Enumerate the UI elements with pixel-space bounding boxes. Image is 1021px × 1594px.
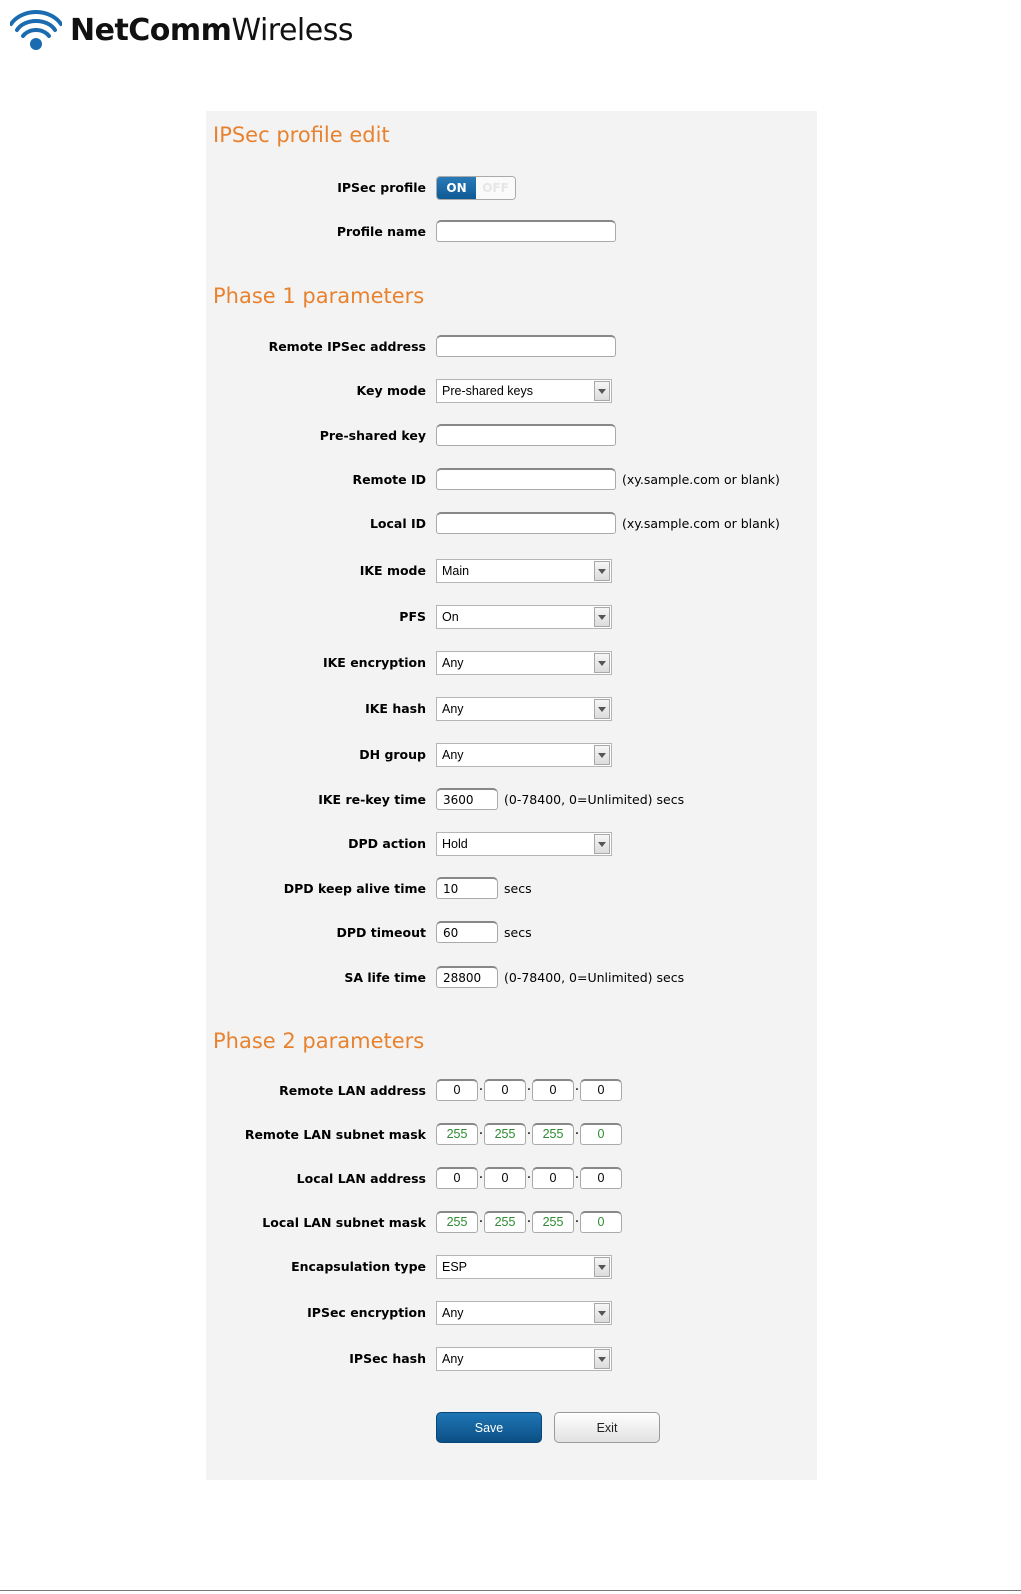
row-key-mode [206, 379, 817, 405]
brand-name-light: Wireless [231, 13, 353, 48]
remote-lan-subnet-mask-input[interactable] [436, 1123, 622, 1145]
ike-mode-label: IKE mode [359, 563, 426, 578]
ip-octet[interactable]: 255 [484, 1123, 526, 1145]
row-remote-lan-subnet-mask [206, 1123, 817, 1149]
remote-id-label: Remote ID [352, 472, 426, 487]
remote-id-input[interactable] [436, 468, 616, 490]
toggle-on[interactable]: ON [437, 177, 476, 199]
pfs-label: PFS [399, 609, 426, 624]
dpd-timeout-input[interactable]: 60 [436, 921, 498, 943]
exit-button[interactable]: Exit [554, 1412, 660, 1443]
ipsec-profile-toggle[interactable] [436, 176, 516, 200]
row-ipsec-profile [206, 176, 817, 202]
ip-octet[interactable]: 0 [532, 1079, 574, 1101]
dpd-timeout-label: DPD timeout [336, 925, 426, 940]
row-encapsulation-type [206, 1255, 817, 1281]
key-mode-label: Key mode [356, 383, 426, 398]
ike-encryption-select[interactable] [436, 651, 612, 675]
row-ipsec-hash [206, 1347, 817, 1373]
ike-encryption-value: Any [442, 656, 464, 670]
row-pfs [206, 605, 817, 631]
local-id-hint: (xy.sample.com or blank) [622, 516, 780, 531]
ip-octet[interactable]: 0 [484, 1079, 526, 1101]
ipsec-encryption-select[interactable] [436, 1301, 612, 1325]
dpd-action-select[interactable] [436, 832, 612, 856]
ike-hash-select[interactable] [436, 697, 612, 721]
ike-hash-label: IKE hash [365, 701, 426, 716]
dpd-timeout-hint: secs [504, 925, 532, 940]
ip-octet[interactable]: 255 [484, 1211, 526, 1233]
ip-dot: · [526, 1214, 532, 1230]
ip-dot: · [478, 1214, 484, 1230]
ip-octet[interactable]: 0 [436, 1079, 478, 1101]
ip-octet[interactable]: 0 [532, 1167, 574, 1189]
pre-shared-key-label: Pre-shared key [319, 428, 426, 443]
ike-hash-value: Any [442, 702, 464, 716]
row-remote-lan-address [206, 1079, 817, 1105]
encapsulation-type-label: Encapsulation type [291, 1259, 426, 1274]
ike-encryption-label: IKE encryption [322, 655, 426, 670]
dpd-action-label: DPD action [348, 836, 426, 851]
row-pre-shared-key [206, 424, 817, 450]
ip-octet[interactable]: 255 [436, 1211, 478, 1233]
row-ike-rekey-time [206, 788, 817, 814]
ip-octet[interactable]: 255 [532, 1123, 574, 1145]
row-dpd-keep-alive [206, 877, 817, 903]
chevron-down-icon[interactable] [594, 561, 610, 581]
row-ike-encryption [206, 651, 817, 677]
row-local-lan-subnet-mask [206, 1211, 817, 1237]
ip-dot: · [526, 1082, 532, 1098]
pfs-select[interactable] [436, 605, 612, 629]
remote-lan-address-input[interactable] [436, 1079, 622, 1101]
ip-dot: · [574, 1214, 580, 1230]
dpd-keep-alive-input[interactable]: 10 [436, 877, 498, 899]
ip-octet[interactable]: 255 [436, 1123, 478, 1145]
dpd-action-value: Hold [442, 837, 468, 851]
ip-dot: · [574, 1126, 580, 1142]
row-dh-group [206, 743, 817, 769]
ike-mode-value: Main [442, 564, 470, 578]
chevron-down-icon[interactable] [594, 1257, 610, 1277]
chevron-down-icon[interactable] [594, 653, 610, 673]
ike-rekey-time-label: IKE re-key time [318, 792, 426, 807]
footer-divider [0, 1590, 1021, 1591]
section-title-phase2: Phase 2 parameters [213, 1029, 425, 1053]
chevron-down-icon[interactable] [594, 745, 610, 765]
profile-name-input[interactable] [436, 220, 616, 242]
row-ipsec-encryption [206, 1301, 817, 1327]
section-title-profile: IPSec profile edit [213, 123, 390, 147]
remote-ipsec-address-label: Remote IPSec address [268, 339, 426, 354]
dpd-keep-alive-label: DPD keep alive time [283, 881, 426, 896]
save-button[interactable]: Save [436, 1412, 542, 1443]
ipsec-profile-panel [206, 111, 817, 1480]
ip-dot: · [478, 1170, 484, 1186]
pfs-value: On [442, 610, 459, 624]
remote-ipsec-address-input[interactable] [436, 335, 616, 357]
netcomm-logo [10, 6, 353, 56]
ipsec-hash-label: IPSec hash [349, 1351, 426, 1366]
brand-name-bold: NetComm [70, 13, 232, 48]
sa-life-time-label: SA life time [344, 970, 426, 985]
ipsec-encryption-label: IPSec encryption [307, 1305, 426, 1320]
chevron-down-icon[interactable] [594, 1303, 610, 1323]
ip-octet[interactable]: 0 [436, 1167, 478, 1189]
ipsec-encryption-value: Any [442, 1306, 464, 1320]
row-ike-hash [206, 697, 817, 723]
dpd-keep-alive-hint: secs [504, 881, 532, 896]
ipsec-profile-label: IPSec profile [337, 180, 426, 195]
local-lan-subnet-mask-label: Local LAN subnet mask [262, 1215, 426, 1230]
ip-octet[interactable]: 0 [580, 1079, 622, 1101]
ip-dot: · [478, 1082, 484, 1098]
brand-name [70, 13, 353, 48]
ip-octet[interactable]: 0 [580, 1167, 622, 1189]
row-local-id [206, 512, 817, 538]
local-lan-address-input[interactable] [436, 1167, 622, 1189]
dh-group-label: DH group [359, 747, 426, 762]
row-dpd-timeout [206, 921, 817, 947]
remote-lan-subnet-mask-label: Remote LAN subnet mask [244, 1127, 426, 1142]
ip-dot: · [574, 1170, 580, 1186]
local-id-label: Local ID [369, 516, 426, 531]
encapsulation-type-select[interactable] [436, 1255, 612, 1279]
ipsec-hash-select[interactable] [436, 1347, 612, 1371]
row-remote-id [206, 468, 817, 494]
toggle-off[interactable]: OFF [476, 177, 515, 199]
encapsulation-type-value: ESP [442, 1260, 468, 1274]
ip-dot: · [526, 1170, 532, 1186]
ip-octet[interactable]: 255 [532, 1211, 574, 1233]
ip-dot: · [478, 1126, 484, 1142]
wifi-logo-icon [10, 8, 62, 54]
key-mode-select[interactable] [436, 379, 612, 403]
local-lan-subnet-mask-input[interactable] [436, 1211, 622, 1233]
ip-octet[interactable]: 0 [580, 1211, 622, 1233]
row-profile-name [206, 220, 817, 246]
row-sa-life-time [206, 966, 817, 992]
sa-life-time-input[interactable]: 28800 [436, 966, 498, 988]
ip-dot: · [574, 1082, 580, 1098]
ip-octet[interactable]: 0 [484, 1167, 526, 1189]
dh-group-select[interactable] [436, 743, 612, 767]
local-id-input[interactable] [436, 512, 616, 534]
dh-group-value: Any [442, 748, 464, 762]
row-dpd-action [206, 832, 817, 858]
key-mode-value: Pre-shared keys [442, 384, 534, 398]
remote-lan-address-label: Remote LAN address [279, 1083, 426, 1098]
chevron-down-icon[interactable] [594, 699, 610, 719]
remote-id-hint: (xy.sample.com or blank) [622, 472, 780, 487]
row-local-lan-address [206, 1167, 817, 1193]
ip-octet[interactable]: 0 [580, 1123, 622, 1145]
row-ike-mode [206, 559, 817, 585]
local-lan-address-label: Local LAN address [296, 1171, 426, 1186]
ipsec-hash-value: Any [442, 1352, 464, 1366]
section-title-phase1: Phase 1 parameters [213, 284, 425, 308]
row-remote-ipsec-address [206, 335, 817, 361]
profile-name-label: Profile name [336, 224, 426, 239]
chevron-down-icon[interactable] [594, 834, 610, 854]
chevron-down-icon[interactable] [594, 607, 610, 627]
sa-life-time-hint: (0-78400, 0=Unlimited) secs [504, 970, 685, 985]
ike-mode-select[interactable] [436, 559, 612, 583]
chevron-down-icon[interactable] [594, 1349, 610, 1369]
ike-rekey-time-hint: (0-78400, 0=Unlimited) secs [504, 792, 685, 807]
ip-dot: · [526, 1126, 532, 1142]
chevron-down-icon[interactable] [594, 381, 610, 401]
pre-shared-key-input[interactable] [436, 424, 616, 446]
ike-rekey-time-input[interactable]: 3600 [436, 788, 498, 810]
